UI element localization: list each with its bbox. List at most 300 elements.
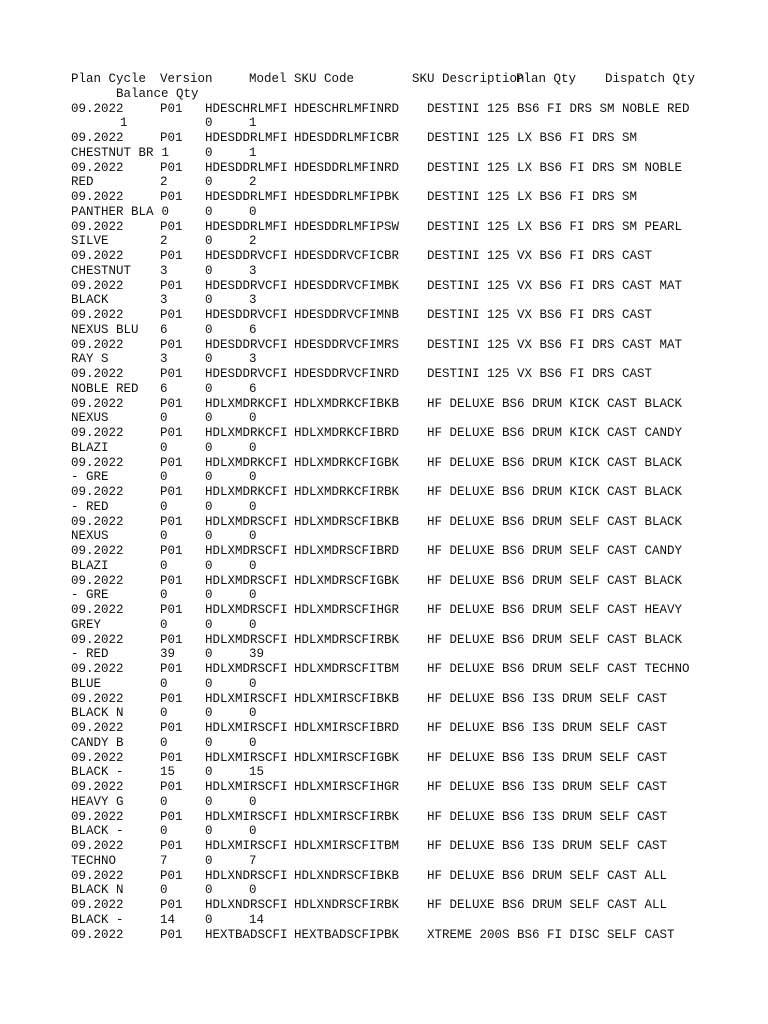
table-row bbox=[71, 839, 751, 854]
balance-qty-cell: 6 bbox=[249, 322, 257, 337]
balance-qty-cell: 0 bbox=[249, 558, 257, 573]
dispatch-qty-cell: 0 bbox=[205, 794, 213, 809]
table-row-continuation bbox=[71, 824, 751, 839]
model-cell: HDLXNDRSCFI bbox=[205, 898, 288, 912]
table-row-continuation bbox=[71, 411, 751, 426]
sku-code-cell: HDLXNDRSCFIRBK bbox=[294, 898, 400, 912]
dispatch-qty-cell: 0 bbox=[205, 293, 213, 308]
sku-code-cell: HDLXMDRSCFITBM bbox=[294, 662, 400, 676]
dispatch-qty-cell: 0 bbox=[205, 735, 213, 750]
plan-qty-cell: 0 bbox=[160, 411, 168, 426]
version-cell: P01 bbox=[160, 219, 183, 234]
model-cell: HDLXMDRSCFI bbox=[205, 544, 288, 558]
dispatch-qty-cell: 0 bbox=[205, 440, 213, 455]
sku-description-continuation: HEAVY G bbox=[71, 794, 124, 809]
model-cell: HDESDDRLMFI bbox=[205, 190, 288, 204]
sku-description-continuation: BLACK bbox=[71, 293, 109, 308]
balance-qty-cell: 39 bbox=[249, 647, 265, 662]
plan-cycle-cell: 09.2022 bbox=[71, 219, 124, 234]
plan-qty-cell: 0 bbox=[160, 558, 168, 573]
sku-description-cell: HF DELUXE BS6 I3S DRUM SELF CAST bbox=[427, 780, 668, 794]
table-row-continuation bbox=[71, 264, 751, 279]
model-cell: HDESDDRVCFI bbox=[205, 249, 288, 263]
table-row bbox=[71, 751, 751, 766]
plan-qty-cell: 2 bbox=[160, 175, 168, 190]
table-row-continuation bbox=[71, 500, 751, 515]
plan-cycle-cell: 09.2022 bbox=[71, 455, 124, 470]
sku-description-continuation: CHESTNUT BR bbox=[71, 145, 154, 160]
plan-qty-cell: 6 bbox=[160, 381, 168, 396]
plan-qty-cell: 0 bbox=[160, 676, 168, 691]
sku-code-cell: HDLXMDRKCFIRBK bbox=[294, 485, 400, 499]
header-dispatch-qty: Dispatch Qty bbox=[605, 72, 696, 86]
balance-qty-cell: 15 bbox=[249, 765, 265, 780]
dispatch-qty-cell: 0 bbox=[205, 676, 213, 691]
sku-description-cell: DESTINI 125 VX BS6 FI DRS CAST bbox=[427, 308, 653, 322]
sku-description-continuation: RAY S bbox=[71, 352, 109, 367]
version-cell: P01 bbox=[160, 780, 183, 794]
sku-code-cell: HEXTBADSCFIPBK bbox=[294, 927, 400, 942]
dispatch-qty-cell: 0 bbox=[205, 322, 213, 337]
version-cell: P01 bbox=[160, 249, 183, 263]
sku-description-cell: HF DELUXE BS6 DRUM SELF CAST ALL bbox=[427, 898, 668, 912]
model-cell: HDESDDRLMFI bbox=[205, 160, 288, 175]
version-cell: P01 bbox=[160, 927, 183, 942]
table-row bbox=[71, 426, 751, 441]
dispatch-qty-cell: 0 bbox=[205, 529, 213, 544]
sku-description-cell: HF DELUXE BS6 DRUM SELF CAST TECHNO bbox=[427, 662, 690, 676]
version-cell: P01 bbox=[160, 278, 183, 293]
dispatch-qty-cell: 0 bbox=[205, 381, 213, 396]
plan-qty-cell: 0 bbox=[161, 204, 170, 219]
sku-description-continuation: - GRE bbox=[71, 588, 109, 603]
plan-cycle-cell: 09.2022 bbox=[71, 721, 124, 735]
sku-code-cell: HDLXMDRSCFIBKB bbox=[294, 514, 400, 529]
version-cell: P01 bbox=[160, 868, 183, 883]
table-row-continuation bbox=[71, 116, 751, 131]
sku-description-cell: HF DELUXE BS6 DRUM SELF CAST HEAVY bbox=[427, 603, 683, 617]
plan-cycle-cell: 09.2022 bbox=[71, 367, 124, 381]
dispatch-qty-cell: 0 bbox=[205, 647, 213, 662]
balance-qty-cell: 0 bbox=[249, 588, 257, 603]
table-row bbox=[71, 810, 751, 825]
balance-qty-cell: 7 bbox=[249, 853, 257, 868]
balance-qty-cell: 0 bbox=[249, 794, 257, 809]
model-cell: HDLXMDRSCFI bbox=[205, 603, 288, 617]
sku-description-continuation: - RED bbox=[71, 647, 109, 662]
model-cell: HDESDDRLMFI bbox=[205, 219, 288, 234]
dispatch-qty-cell: 0 bbox=[205, 706, 213, 721]
dispatch-qty-cell: 0 bbox=[205, 588, 213, 603]
balance-qty-cell: 2 bbox=[249, 175, 257, 190]
balance-qty-cell: 0 bbox=[249, 824, 257, 839]
table-row bbox=[71, 574, 751, 589]
sku-description-cell: DESTINI 125 LX BS6 FI DRS SM NOBLE bbox=[427, 160, 683, 175]
sku-description-continuation: NEXUS bbox=[71, 529, 109, 544]
table-row bbox=[71, 603, 751, 618]
sku-description-cell: DESTINI 125 VX BS6 FI DRS CAST bbox=[427, 249, 653, 263]
model-cell: HDLXMIRSCFI bbox=[205, 809, 288, 824]
table-row-continuation bbox=[71, 736, 751, 751]
plan-cycle-cell: 09.2022 bbox=[71, 691, 124, 706]
version-cell: P01 bbox=[160, 337, 183, 352]
sku-code-cell: HDLXMIRSCFIHGR bbox=[294, 780, 400, 794]
plan-qty-cell: 15 bbox=[160, 765, 176, 780]
sku-code-cell: HDESDDRVCFIMRS bbox=[294, 337, 400, 352]
sku-description-cell: HF DELUXE BS6 DRUM SELF CAST BLACK bbox=[427, 514, 683, 529]
model-cell: HEXTBADSCFI bbox=[205, 927, 288, 942]
sku-description-cell: HF DELUXE BS6 I3S DRUM SELF CAST bbox=[427, 809, 668, 824]
table-row bbox=[71, 279, 751, 294]
table-row bbox=[71, 308, 751, 323]
model-cell: HDLXMDRSCFI bbox=[205, 573, 288, 588]
sku-code-cell: HDESDDRVCFIMBK bbox=[294, 278, 400, 293]
version-cell: P01 bbox=[160, 691, 183, 706]
table-body bbox=[71, 102, 751, 958]
table-row bbox=[71, 249, 751, 264]
header-model: Model bbox=[249, 72, 287, 86]
sku-code-cell: HDLXMDRKCFIBRD bbox=[294, 426, 400, 440]
plan-qty-cell: 7 bbox=[160, 853, 168, 868]
dispatch-qty-cell: 0 bbox=[205, 352, 213, 367]
balance-qty-cell: 1 bbox=[249, 116, 257, 131]
version-cell: P01 bbox=[160, 396, 183, 411]
plan-qty-cell: 0 bbox=[160, 883, 168, 898]
plan-qty-cell: 1 bbox=[120, 116, 128, 131]
table-row-continuation bbox=[71, 470, 751, 485]
version-cell: P01 bbox=[160, 750, 183, 765]
version-cell: P01 bbox=[160, 632, 183, 647]
plan-cycle-cell: 09.2022 bbox=[71, 750, 124, 765]
sku-code-cell: HDESDDRLMFIPBK bbox=[294, 190, 400, 204]
sku-code-cell: HDLXMIRSCFIBKB bbox=[294, 691, 400, 706]
dispatch-qty-cell: 0 bbox=[205, 145, 213, 160]
version-cell: P01 bbox=[160, 367, 183, 381]
sku-description-cell: HF DELUXE BS6 DRUM SELF CAST BLACK bbox=[427, 632, 683, 647]
plan-cycle-cell: 09.2022 bbox=[71, 573, 124, 588]
model-cell: HDLXMDRKCFI bbox=[205, 396, 288, 411]
dispatch-qty-cell: 0 bbox=[205, 263, 213, 278]
table-row-continuation bbox=[71, 234, 751, 249]
sku-description-continuation: NEXUS BLU bbox=[71, 322, 139, 337]
plan-cycle-cell: 09.2022 bbox=[71, 780, 124, 794]
table-row bbox=[71, 780, 751, 795]
plan-cycle-cell: 09.2022 bbox=[71, 337, 124, 352]
balance-qty-cell: 3 bbox=[249, 352, 257, 367]
version-cell: P01 bbox=[160, 160, 183, 175]
table-row bbox=[71, 721, 751, 736]
version-cell: P01 bbox=[160, 898, 183, 912]
sku-description-continuation: TECHNO bbox=[71, 853, 117, 868]
sku-description-cell: DESTINI 125 LX BS6 FI DRS SM bbox=[427, 131, 638, 145]
table-row bbox=[71, 869, 751, 884]
plan-cycle-cell: 09.2022 bbox=[71, 249, 124, 263]
plan-qty-cell: 3 bbox=[160, 293, 168, 308]
version-cell: P01 bbox=[160, 514, 183, 529]
plan-qty-cell: 0 bbox=[160, 824, 168, 839]
model-cell: HDLXMIRSCFI bbox=[205, 780, 288, 794]
balance-qty-cell: 3 bbox=[249, 293, 257, 308]
sku-description-cell: HF DELUXE BS6 DRUM SELF CAST ALL bbox=[427, 868, 668, 883]
dispatch-qty-cell: 0 bbox=[205, 883, 213, 898]
plan-qty-cell: 0 bbox=[160, 529, 168, 544]
model-cell: HDLXMDRSCFI bbox=[205, 514, 288, 529]
table-row bbox=[71, 456, 751, 471]
plan-cycle-cell: 09.2022 bbox=[71, 485, 124, 499]
table-row bbox=[71, 544, 751, 559]
table-row bbox=[71, 662, 751, 677]
plan-cycle-cell: 09.2022 bbox=[71, 308, 124, 322]
balance-qty-cell: 2 bbox=[249, 234, 257, 249]
sku-description-continuation: NEXUS bbox=[71, 411, 109, 426]
sku-description-cell: HF DELUXE BS6 DRUM KICK CAST BLACK bbox=[427, 485, 683, 499]
sku-description-continuation: BLACK N bbox=[71, 883, 124, 898]
model-cell: HDESDDRLMFI bbox=[205, 131, 288, 145]
plan-qty-cell: 14 bbox=[160, 912, 176, 927]
table-row bbox=[71, 515, 751, 530]
version-cell: P01 bbox=[160, 190, 183, 204]
model-cell: HDLXMIRSCFI bbox=[205, 839, 288, 853]
balance-qty-cell: 0 bbox=[249, 204, 257, 219]
sku-code-cell: HDESDDRLMFINRD bbox=[294, 160, 400, 175]
sku-code-cell: HDLXMIRSCFIRBK bbox=[294, 809, 400, 824]
plan-cycle-cell: 09.2022 bbox=[71, 839, 124, 853]
balance-qty-cell: 3 bbox=[249, 263, 257, 278]
table-row-continuation bbox=[71, 559, 751, 574]
balance-qty-cell: 0 bbox=[249, 706, 257, 721]
sku-description-cell: DESTINI 125 LX BS6 FI DRS SM bbox=[427, 190, 638, 204]
dispatch-qty-cell: 0 bbox=[205, 499, 213, 514]
dispatch-qty-cell: 0 bbox=[205, 617, 213, 632]
sku-code-cell: HDESDDRLMFIPSW bbox=[294, 219, 400, 234]
table-row-continuation bbox=[71, 293, 751, 308]
table-row-continuation bbox=[71, 352, 751, 367]
sku-description-continuation: BLACK - bbox=[71, 824, 124, 839]
sku-code-cell: HDESDDRLMFICBR bbox=[294, 131, 400, 145]
version-cell: P01 bbox=[160, 603, 183, 617]
table-row bbox=[71, 220, 751, 235]
table-row bbox=[71, 898, 751, 913]
table-row-continuation bbox=[71, 146, 751, 161]
dispatch-qty-cell: 0 bbox=[205, 175, 213, 190]
version-cell: P01 bbox=[160, 485, 183, 499]
model-cell: HDESDDRVCFI bbox=[205, 308, 288, 322]
sku-code-cell: HDESDDRVCFICBR bbox=[294, 249, 400, 263]
plan-qty-cell: 0 bbox=[160, 735, 168, 750]
table-row bbox=[71, 928, 751, 943]
model-cell: HDESDDRVCFI bbox=[205, 367, 288, 381]
model-cell: HDLXMIRSCFI bbox=[205, 750, 288, 765]
balance-qty-cell: 6 bbox=[249, 381, 257, 396]
plan-qty-cell: 0 bbox=[160, 440, 168, 455]
sku-description-cell: DESTINI 125 LX BS6 FI DRS SM PEARL bbox=[427, 219, 683, 234]
table-row bbox=[71, 161, 751, 176]
sku-description-cell: HF DELUXE BS6 DRUM SELF CAST CANDY bbox=[427, 544, 683, 558]
table-row-continuation bbox=[71, 441, 751, 456]
plan-cycle-cell: 09.2022 bbox=[71, 160, 124, 175]
model-cell: HDLXNDRSCFI bbox=[205, 868, 288, 883]
plan-cycle-cell: 09.2022 bbox=[71, 514, 124, 529]
sku-description-cell: HF DELUXE BS6 I3S DRUM SELF CAST bbox=[427, 750, 668, 765]
model-cell: HDLXMDRSCFI bbox=[205, 632, 288, 647]
version-cell: P01 bbox=[160, 308, 183, 322]
dispatch-qty-cell: 0 bbox=[205, 853, 213, 868]
sku-code-cell: HDLXNDRSCFIBKB bbox=[294, 868, 400, 883]
model-cell: HDLXMIRSCFI bbox=[205, 721, 288, 735]
table-row-continuation bbox=[71, 382, 751, 397]
sku-code-cell: HDLXMIRSCFITBM bbox=[294, 839, 400, 853]
model-cell: HDLXMDRKCFI bbox=[205, 455, 288, 470]
dispatch-qty-cell: 0 bbox=[205, 824, 213, 839]
sku-description-continuation: BLUE bbox=[71, 676, 102, 691]
table-row-continuation bbox=[71, 883, 751, 898]
sku-code-cell: HDLXMDRSCFIBRD bbox=[294, 544, 400, 558]
sku-description-continuation: PANTHER BLA bbox=[71, 204, 154, 219]
balance-qty-cell: 0 bbox=[249, 735, 257, 750]
balance-qty-cell: 0 bbox=[249, 676, 257, 691]
balance-qty-cell: 0 bbox=[249, 411, 257, 426]
sku-description-cell: HF DELUXE BS6 I3S DRUM SELF CAST bbox=[427, 839, 668, 853]
plan-cycle-cell: 09.2022 bbox=[71, 632, 124, 647]
sku-description-continuation: BLACK - bbox=[71, 912, 124, 927]
table-row-continuation bbox=[71, 795, 751, 810]
balance-qty-cell: 0 bbox=[249, 440, 257, 455]
dispatch-qty-cell: 0 bbox=[205, 204, 213, 219]
sku-description-continuation: BLAZI bbox=[71, 440, 109, 455]
table-row-continuation bbox=[71, 323, 751, 338]
table-row bbox=[71, 397, 751, 412]
sku-description-continuation: NOBLE RED bbox=[71, 381, 139, 396]
plan-qty-cell: 0 bbox=[160, 588, 168, 603]
model-cell: HDESDDRVCFI bbox=[205, 337, 288, 352]
plan-qty-cell: 0 bbox=[160, 499, 168, 514]
version-cell: P01 bbox=[160, 573, 183, 588]
version-cell: P01 bbox=[160, 721, 183, 735]
plan-cycle-cell: 09.2022 bbox=[71, 544, 124, 558]
dispatch-qty-cell: 0 bbox=[205, 116, 213, 131]
table-row-continuation bbox=[71, 854, 751, 869]
sku-code-cell: HDESCHRLMFINRD bbox=[294, 101, 400, 116]
sku-code-cell: HDLXMDRSCFIRBK bbox=[294, 632, 400, 647]
plan-cycle-cell: 09.2022 bbox=[71, 927, 124, 942]
header-balance-qty: Balance Qty bbox=[116, 86, 199, 101]
plan-cycle-cell: 09.2022 bbox=[71, 898, 124, 912]
sku-code-cell: HDLXMDRSCFIHGR bbox=[294, 603, 400, 617]
sku-description-continuation: RED bbox=[71, 175, 94, 190]
plan-qty-cell: 0 bbox=[160, 706, 168, 721]
sku-description-cell: DESTINI 125 VX BS6 FI DRS CAST bbox=[427, 367, 653, 381]
model-cell: HDLXMIRSCFI bbox=[205, 691, 288, 706]
sku-description-cell: DESTINI 125 VX BS6 FI DRS CAST MAT bbox=[427, 337, 683, 352]
plan-cycle-cell: 09.2022 bbox=[71, 131, 124, 145]
model-cell: HDLXMDRKCFI bbox=[205, 426, 288, 440]
dispatch-qty-cell: 0 bbox=[205, 470, 213, 485]
plan-cycle-cell: 09.2022 bbox=[71, 190, 124, 204]
table-row bbox=[71, 367, 751, 382]
sku-description-continuation: SILVE bbox=[71, 234, 109, 249]
balance-qty-cell: 0 bbox=[249, 883, 257, 898]
table-row-continuation bbox=[71, 175, 751, 190]
sku-code-cell: HDLXMIRSCFIBRD bbox=[294, 721, 400, 735]
dispatch-qty-cell: 0 bbox=[205, 411, 213, 426]
model-cell: HDLXMDRKCFI bbox=[205, 485, 288, 499]
header-line-1 bbox=[71, 72, 751, 87]
plan-qty-cell: 3 bbox=[160, 352, 168, 367]
sku-code-cell: HDESDDRVCFINRD bbox=[294, 367, 400, 381]
balance-qty-cell: 14 bbox=[249, 912, 265, 927]
sku-description-cell: DESTINI 125 BS6 FI DRS SM NOBLE RED bbox=[427, 101, 690, 116]
sku-code-cell: HDLXMDRKCFIGBK bbox=[294, 455, 400, 470]
table-row-continuation bbox=[71, 913, 751, 928]
version-cell: P01 bbox=[160, 426, 183, 440]
sku-code-cell: HDLXMDRKCFIBKB bbox=[294, 396, 400, 411]
sku-code-cell: HDLXMDRSCFIGBK bbox=[294, 573, 400, 588]
model-cell: HDLXMDRSCFI bbox=[205, 662, 288, 676]
table-row bbox=[71, 692, 751, 707]
sku-description-continuation: - GRE bbox=[71, 470, 109, 485]
table-row bbox=[71, 131, 751, 146]
table-row-continuation bbox=[71, 677, 751, 692]
plan-cycle-cell: 09.2022 bbox=[71, 101, 124, 116]
version-cell: P01 bbox=[160, 101, 183, 116]
table-row-continuation bbox=[71, 529, 751, 544]
sku-description-continuation: BLAZI bbox=[71, 558, 109, 573]
model-cell: HDESDDRVCFI bbox=[205, 278, 288, 293]
plan-qty-cell: 0 bbox=[160, 794, 168, 809]
table-row-continuation bbox=[71, 618, 751, 633]
table-row-continuation bbox=[71, 765, 751, 780]
model-cell: HDESCHRLMFI bbox=[205, 101, 288, 116]
dispatch-qty-cell: 0 bbox=[205, 234, 213, 249]
sku-code-cell: HDLXMIRSCFIGBK bbox=[294, 750, 400, 765]
sku-description-cell: HF DELUXE BS6 DRUM SELF CAST BLACK bbox=[427, 573, 683, 588]
plan-qty-cell: 3 bbox=[160, 263, 168, 278]
plan-cycle-cell: 09.2022 bbox=[71, 809, 124, 824]
table-row-continuation bbox=[71, 647, 751, 662]
plan-cycle-cell: 09.2022 bbox=[71, 426, 124, 440]
sku-description-cell: HF DELUXE BS6 I3S DRUM SELF CAST bbox=[427, 721, 668, 735]
sku-description-cell: DESTINI 125 VX BS6 FI DRS CAST MAT bbox=[427, 278, 683, 293]
sku-description-continuation: CANDY B bbox=[71, 735, 124, 750]
plan-cycle-cell: 09.2022 bbox=[71, 396, 124, 411]
sku-description-continuation: - RED bbox=[71, 499, 109, 514]
balance-qty-cell: 0 bbox=[249, 529, 257, 544]
balance-qty-cell: 0 bbox=[249, 617, 257, 632]
table-row-continuation bbox=[71, 942, 751, 957]
sku-description-cell: HF DELUXE BS6 DRUM KICK CAST BLACK bbox=[427, 396, 683, 411]
dispatch-qty-cell: 0 bbox=[205, 765, 213, 780]
plan-qty-cell: 1 bbox=[161, 145, 170, 160]
header-sku-code: SKU Code bbox=[294, 72, 355, 86]
plan-qty-cell: 0 bbox=[160, 470, 168, 485]
header-line-2 bbox=[71, 87, 751, 102]
table-row bbox=[71, 190, 751, 205]
version-cell: P01 bbox=[160, 839, 183, 853]
sku-description-cell: HF DELUXE BS6 I3S DRUM SELF CAST bbox=[427, 691, 668, 706]
table-row bbox=[71, 102, 751, 117]
plan-qty-cell: 39 bbox=[160, 647, 176, 662]
plan-cycle-cell: 09.2022 bbox=[71, 868, 124, 883]
sku-description-continuation: BLACK - bbox=[71, 765, 124, 780]
plan-qty-cell: 0 bbox=[160, 617, 168, 632]
table-row-continuation bbox=[71, 588, 751, 603]
table-row bbox=[71, 338, 751, 353]
sku-description-cell: HF DELUXE BS6 DRUM KICK CAST BLACK bbox=[427, 455, 683, 470]
plan-cycle-cell: 09.2022 bbox=[71, 662, 124, 676]
dispatch-qty-cell: 0 bbox=[205, 558, 213, 573]
balance-qty-cell: 0 bbox=[249, 499, 257, 514]
version-cell: P01 bbox=[160, 544, 183, 558]
